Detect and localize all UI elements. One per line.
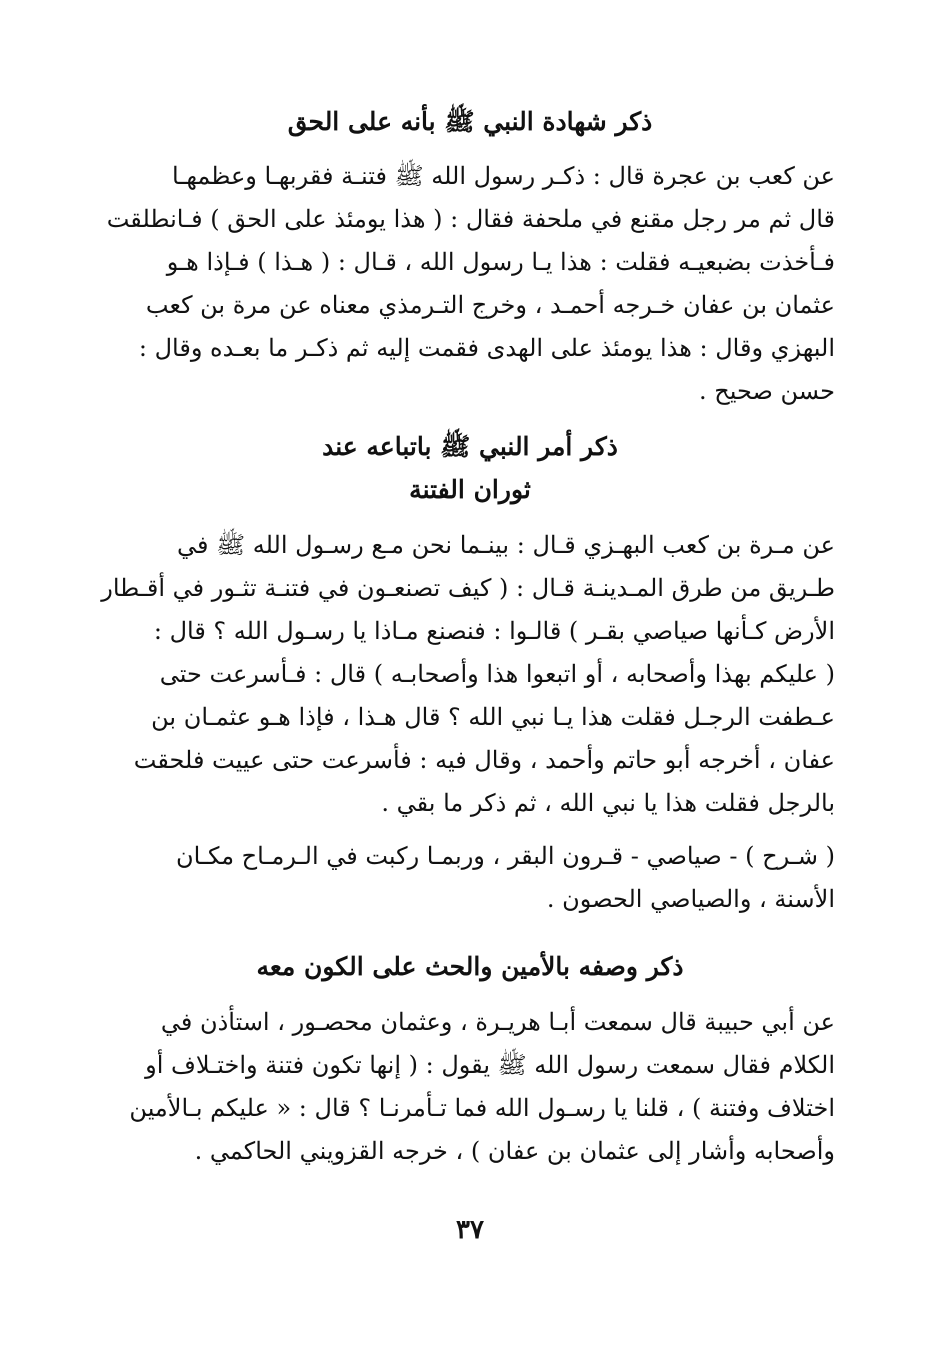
- text-line: ( شـرح ) - صياصي - قـرون البقر ، وربمـا ركبت في الـرمـاح مكـان: [175, 842, 835, 870]
- section-heading: ذكر وصفه بالأمين والحث على الكون معه: [256, 952, 684, 981]
- section-heading-line-2: ثوران الفتنة: [409, 475, 531, 504]
- commentary-paragraph: [175, 835, 835, 921]
- section-heading: ذكر أمر النبي ﷺ باتباعه عند: [322, 432, 618, 461]
- text-line: عن أبي حبيبة قال سمعت أبـا هريـرة ، وعثمان محصـور ، استأذن في: [160, 1008, 835, 1036]
- text-line: عفان ، أخرجه أبو حاتم وأحمد ، وقال فيه : فأسرعت حتى عييت فلحقت: [133, 746, 835, 774]
- text-line: طـريق من طرق المـدينـة قـال : ( كيف تصنعـون في فتنـة تثـور في أقـطار: [101, 574, 835, 602]
- text-line: بالرجل فقلت هذا يا نبي الله ، ثم ذكر ما بقي .: [381, 789, 835, 817]
- text-line: عن كعب بن عجرة قال : ذكـر رسول الله ﷺ فتنـة فقربهـا وعظمهـا: [172, 162, 835, 190]
- text-line: البهزي وقال : هذا يومئذ على الهدى فقمت إليه ثم ذكـر ما بعـده وقال :: [138, 334, 835, 362]
- text-line: عثمان بن عفان خـرجه أحمـد ، وخرج التـرمذي معناه عن مرة بن كعب: [145, 291, 835, 319]
- text-line: ( عليكم بهذا وأصحابه ، أو اتبعوا هذا وأصحابـه ) قال : فـأسرعت حتى: [159, 660, 835, 688]
- text-line: عـطفت الرجـل فقلت هذا يـا نبي الله ؟ قال هـذا ، فإذا هـو عثمـان بن: [151, 703, 835, 731]
- text-line: حسن صحيح .: [698, 377, 835, 405]
- paragraph: [106, 155, 835, 413]
- paragraph: [101, 524, 835, 825]
- text-line: الأرض كـأنها صياصي بقـر ) قالـوا : فنصنع مـاذا يا رسـول الله ؟ قال :: [153, 617, 835, 645]
- section-heading: ذكر شهادة النبي ﷺ بأنه على الحق: [287, 107, 653, 136]
- text-line: قال ثم مر رجل مقنع في ملحفة فقال : ( هذا يومئذ على الحق ) فـانطلقت: [106, 205, 835, 233]
- text-line: وأصحابه وأشار إلى عثمان بن عفان ) ، خرجه القزويني الحاكمي .: [194, 1137, 835, 1165]
- text-line: الكلام فقال سمعت رسول الله ﷺ يقول : ( إنها تكون فتنة واختـلاف أو: [145, 1051, 835, 1079]
- text-line: اختلاف وفتنة ) ، قلنا يا رسـول الله فما تـأمرنـا ؟ قال : « عليكم بـالأمين: [129, 1094, 835, 1122]
- text-line: الأسنة ، والصياصي الحصون .: [546, 885, 835, 913]
- text-line: فـأخذت بضبعيـه فقلت : هذا يـا رسول الله ، قـال : ( هـذا ) فـإذا هـو: [166, 248, 835, 276]
- text-line: عن مـرة بن كعب البهـزي قـال : بينـما نحن مـع رسـول الله ﷺ في: [177, 531, 835, 559]
- paragraph: [129, 1001, 835, 1173]
- page-number: ٣٧: [456, 1215, 484, 1245]
